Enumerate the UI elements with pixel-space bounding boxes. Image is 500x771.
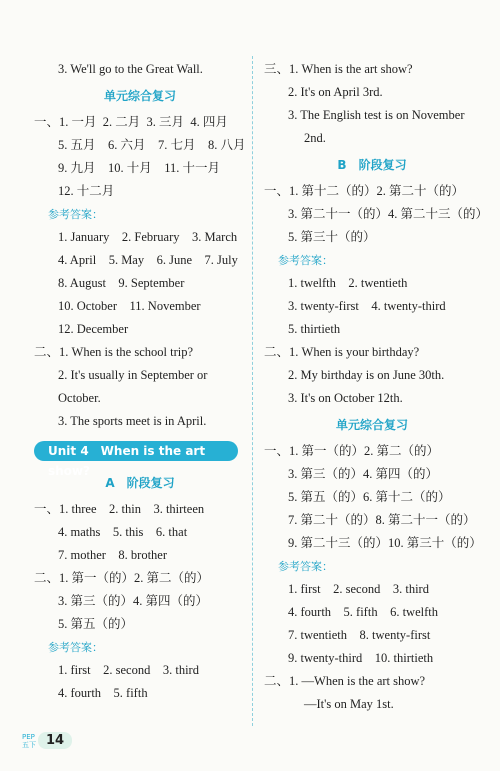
text-line: 9. 九月 10. 十月 11. 十一月 — [58, 161, 221, 175]
question-number: 一、 — [34, 502, 60, 516]
text-line: 4. maths 5. this 6. that — [58, 525, 188, 539]
question-line: 三、1. When is the art show? — [264, 62, 413, 76]
question-number: 三、 — [264, 62, 290, 76]
column-divider — [252, 56, 253, 726]
answer-label: 参考答案： — [278, 254, 333, 267]
text-line: 8. August 9. September — [58, 276, 185, 290]
question-line: 一、1. three 2. thin 3. thirteen — [34, 502, 205, 516]
question-number: 一、 — [264, 444, 290, 458]
text-line: 5. thirtieth — [288, 322, 341, 336]
text-line: 2. It's on April 3rd. — [288, 85, 383, 99]
question-number: 一、 — [34, 115, 60, 129]
question-line: 二、1. —When is the art show? — [264, 674, 426, 688]
question-line: 一、1. 一月 2. 二月 3. 三月 4. 四月 — [34, 115, 228, 129]
text-line: 1. first 2. second 3. third — [58, 663, 199, 677]
right-column — [264, 58, 489, 716]
text-line: 9. twenty-third 10. thirtieth — [288, 651, 434, 665]
edition-mark — [22, 733, 36, 749]
text-line: 1. twelfth 2. twentieth — [288, 276, 408, 290]
text-line: 3. We'll go to the Great Wall. — [58, 62, 203, 76]
text-line: 7. twentieth 8. twenty-first — [288, 628, 431, 642]
question-number: 二、 — [264, 345, 290, 359]
text-line: 3. The sports meet is in April. — [58, 414, 207, 428]
edition-label: PEP — [22, 732, 35, 741]
page-footer — [22, 732, 72, 749]
text-line: 5. 第五（的）6. 第十二（的） — [288, 490, 451, 504]
text-line: 3. twenty-first 4. twenty-third — [288, 299, 446, 313]
section-heading: 单元综合复习 — [335, 418, 408, 432]
question-line: 一、1. 第十二（的）2. 第二十（的） — [264, 184, 465, 198]
text-line: —It's on May 1st. — [304, 697, 394, 711]
answer-label: 参考答案： — [278, 560, 333, 573]
question-line: 二、1. When is the school trip? — [34, 345, 194, 359]
text-line: 1. January 2. February 3. March — [58, 230, 238, 244]
text-line: 10. October 11. November — [58, 299, 201, 313]
question-line: 二、1. When is your birthday? — [264, 345, 420, 359]
text-line: 4. April 5. May 6. June 7. July — [58, 253, 238, 267]
text-line: 3. 第三（的）4. 第四（的） — [58, 594, 209, 608]
text-line: 7. mother 8. brother — [58, 548, 168, 562]
question-line: 一、1. 第一（的）2. 第二（的） — [264, 444, 440, 458]
text-line: 9. 第二十三（的）10. 第三十（的） — [288, 536, 482, 550]
answer-label: 参考答案： — [48, 208, 103, 221]
question-line: 二、1. 第一（的）2. 第二（的） — [34, 571, 210, 585]
text-line: 5. 第三十（的） — [288, 230, 376, 244]
text-line: 5. 五月 6. 六月 7. 七月 8. 八月 — [58, 138, 246, 152]
text-line: 4. fourth 5. fifth — [58, 686, 148, 700]
text-line: October. — [58, 391, 101, 405]
section-heading: A 阶段复习 — [105, 476, 175, 490]
unit-banner: Unit 4 When is the art show? — [34, 441, 238, 461]
text-line: 1. first 2. second 3. third — [288, 582, 429, 596]
text-line: 2. My birthday is on June 30th. — [288, 368, 445, 382]
text-line: 3. The English test is on November — [288, 108, 465, 122]
text-line: 3. 第二十一（的）4. 第二十三（的） — [288, 207, 489, 221]
text-line: 7. 第二十（的）8. 第二十一（的） — [288, 513, 476, 527]
text-line: 12. December — [58, 322, 129, 336]
text-line: 3. 第三（的）4. 第四（的） — [288, 467, 439, 481]
question-number: 二、 — [264, 674, 290, 688]
text-line: 2nd. — [304, 131, 326, 145]
text-line: 12. 十二月 — [58, 184, 115, 198]
text-line: 4. fourth 5. fifth 6. twelfth — [288, 605, 438, 619]
page-number: 14 — [38, 732, 72, 749]
question-number: 二、 — [34, 345, 60, 359]
left-column — [34, 58, 246, 705]
question-number: 二、 — [34, 571, 60, 585]
question-number: 一、 — [264, 184, 290, 198]
section-heading: B 阶段复习 — [337, 158, 407, 172]
text-line: 2. It's usually in September or — [58, 368, 208, 382]
text-line: 3. It's on October 12th. — [288, 391, 403, 405]
section-heading: 单元综合复习 — [103, 89, 176, 103]
answer-label: 参考答案： — [48, 641, 103, 654]
grade-label: 五下 — [22, 740, 36, 749]
text-line: 5. 第五（的） — [58, 617, 134, 631]
